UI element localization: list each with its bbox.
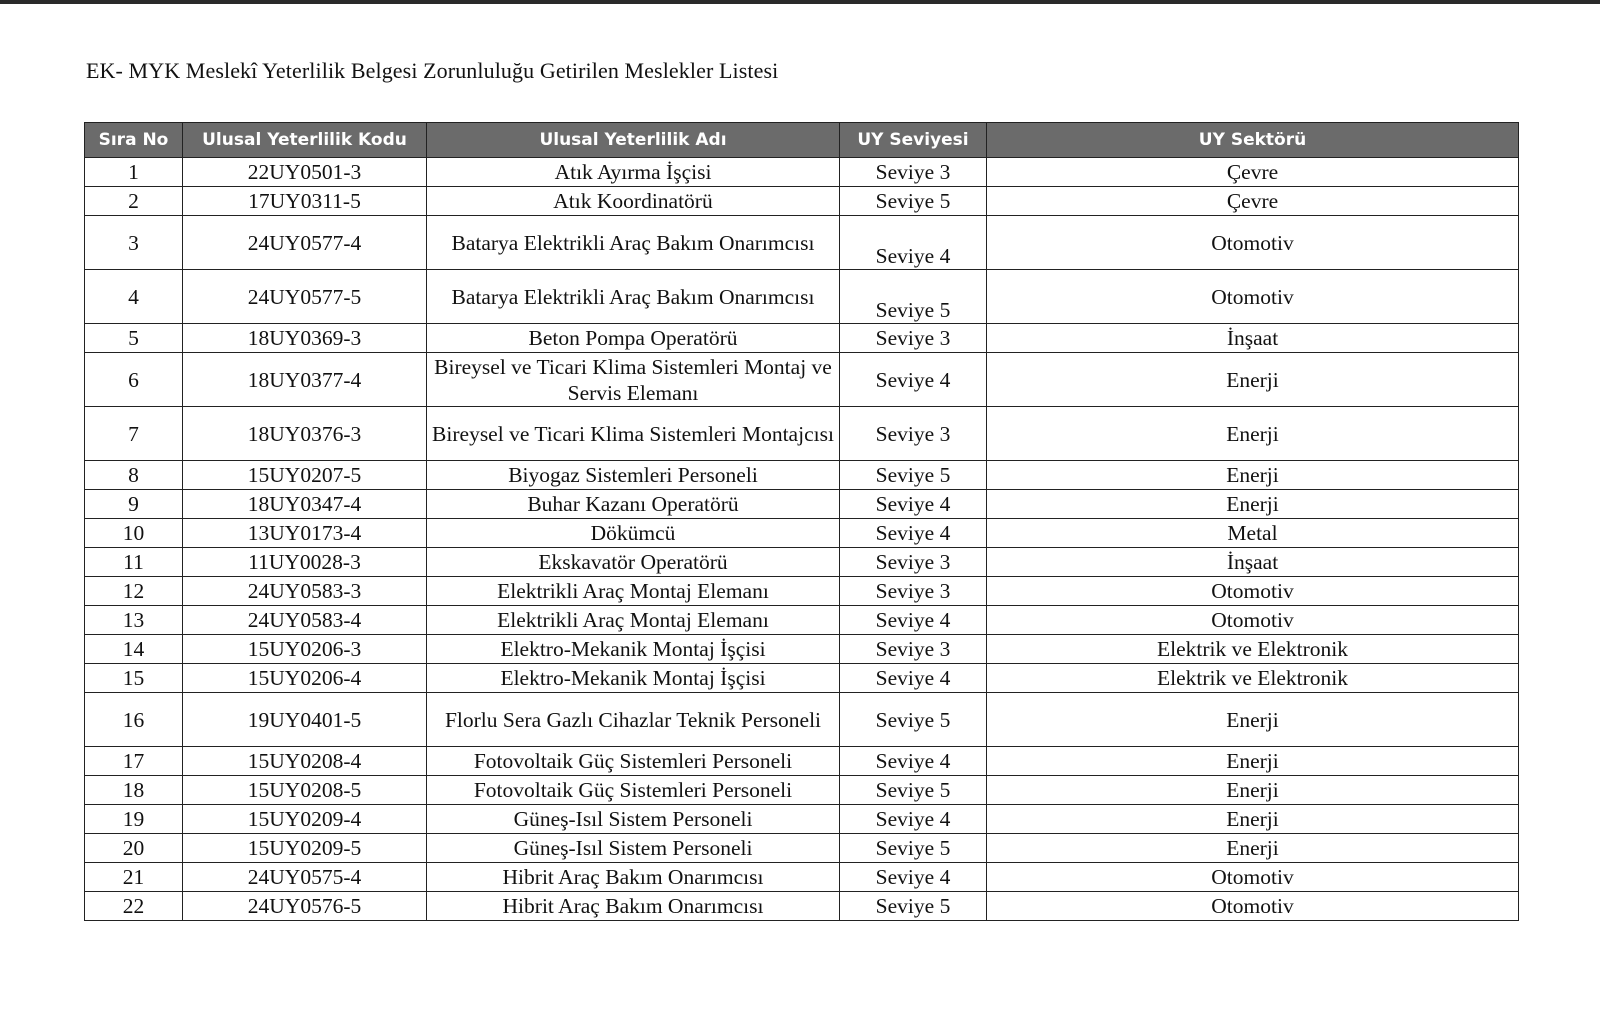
table-row <box>85 407 1519 461</box>
table-row <box>85 353 1519 407</box>
cell-level: Seviye 4 <box>840 606 987 635</box>
cell-name: Buhar Kazanı Operatörü <box>427 490 840 519</box>
cell-level: Seviye 5 <box>840 834 987 863</box>
cell-no: 7 <box>85 407 183 461</box>
cell-code: 17UY0311-5 <box>183 187 427 216</box>
table-row <box>85 461 1519 490</box>
table-header-row <box>85 123 1519 158</box>
cell-sector: Enerji <box>987 747 1519 776</box>
cell-level: Seviye 3 <box>840 577 987 606</box>
cell-name: Fotovoltaik Güç Sistemleri Personeli <box>427 747 840 776</box>
cell-no: 1 <box>85 158 183 187</box>
cell-name: Elektro-Mekanik Montaj İşçisi <box>427 664 840 693</box>
cell-sector: İnşaat <box>987 324 1519 353</box>
cell-level: Seviye 4 <box>840 490 987 519</box>
cell-level: Seviye 3 <box>840 407 987 461</box>
cell-level: Seviye 3 <box>840 548 987 577</box>
cell-sector: Elektrik ve Elektronik <box>987 664 1519 693</box>
cell-no: 5 <box>85 324 183 353</box>
cell-sector: Çevre <box>987 158 1519 187</box>
cell-sector: Enerji <box>987 834 1519 863</box>
cell-code: 19UY0401-5 <box>183 693 427 747</box>
cell-no: 16 <box>85 693 183 747</box>
cell-level: Seviye 4 <box>840 353 987 407</box>
cell-no: 10 <box>85 519 183 548</box>
cell-name: Hibrit Araç Bakım Onarımcısı <box>427 863 840 892</box>
cell-name: Biyogaz Sistemleri Personeli <box>427 461 840 490</box>
cell-name: Batarya Elektrikli Araç Bakım Onarımcısı <box>427 216 840 270</box>
cell-no: 4 <box>85 270 183 324</box>
cell-name: Hibrit Araç Bakım Onarımcısı <box>427 892 840 921</box>
cell-code: 18UY0376-3 <box>183 407 427 461</box>
cell-code: 18UY0377-4 <box>183 353 427 407</box>
cell-name: Elektro-Mekanik Montaj İşçisi <box>427 635 840 664</box>
cell-level: Seviye 3 <box>840 324 987 353</box>
cell-level: Seviye 5 <box>840 776 987 805</box>
cell-sector: Otomotiv <box>987 606 1519 635</box>
cell-code: 15UY0208-4 <box>183 747 427 776</box>
table-row <box>85 158 1519 187</box>
table-row <box>85 693 1519 747</box>
cell-code: 24UY0577-4 <box>183 216 427 270</box>
cell-level: Seviye 3 <box>840 635 987 664</box>
cell-name: Fotovoltaik Güç Sistemleri Personeli <box>427 776 840 805</box>
cell-code: 15UY0209-4 <box>183 805 427 834</box>
cell-code: 18UY0369-3 <box>183 324 427 353</box>
cell-level: Seviye 3 <box>840 158 987 187</box>
table-row <box>85 216 1519 270</box>
cell-no: 8 <box>85 461 183 490</box>
cell-no: 14 <box>85 635 183 664</box>
table-row <box>85 577 1519 606</box>
top-border-line <box>0 0 1600 4</box>
table-row <box>85 490 1519 519</box>
table-row <box>85 324 1519 353</box>
cell-no: 15 <box>85 664 183 693</box>
cell-no: 21 <box>85 863 183 892</box>
cell-level: Seviye 5 <box>840 461 987 490</box>
cell-level: Seviye 4 <box>840 863 987 892</box>
cell-name: Atık Ayırma İşçisi <box>427 158 840 187</box>
table-row <box>85 834 1519 863</box>
table-row <box>85 863 1519 892</box>
cell-code: 11UY0028-3 <box>183 548 427 577</box>
cell-code: 24UY0583-4 <box>183 606 427 635</box>
cell-name: Bireysel ve Ticari Klima Sistemleri Montaj ve Servis Elemanı <box>427 353 840 407</box>
cell-sector: Otomotiv <box>987 270 1519 324</box>
table-row <box>85 548 1519 577</box>
cell-name: Florlu Sera Gazlı Cihazlar Teknik Personeli <box>427 693 840 747</box>
occupations-table-container <box>84 122 1518 921</box>
header-uy-level: UY Seviyesi <box>840 123 987 158</box>
header-qualification-name: Ulusal Yeterlilik Adı <box>427 123 840 158</box>
cell-level: Seviye 5 <box>840 892 987 921</box>
table-row <box>85 664 1519 693</box>
table-row <box>85 635 1519 664</box>
table-row <box>85 805 1519 834</box>
cell-sector: Enerji <box>987 461 1519 490</box>
cell-no: 2 <box>85 187 183 216</box>
cell-sector: İnşaat <box>987 548 1519 577</box>
cell-level: Seviye 4 <box>840 519 987 548</box>
cell-no: 9 <box>85 490 183 519</box>
cell-name: Elektrikli Araç Montaj Elemanı <box>427 577 840 606</box>
occupations-table <box>84 122 1519 921</box>
cell-sector: Enerji <box>987 490 1519 519</box>
cell-sector: Çevre <box>987 187 1519 216</box>
cell-name: Güneş-Isıl Sistem Personeli <box>427 805 840 834</box>
cell-code: 15UY0206-3 <box>183 635 427 664</box>
document-title: EK- MYK Meslekî Yeterlilik Belgesi Zorunluluğu Getirilen Meslekler Listesi <box>86 58 779 83</box>
header-uy-sector: UY Sektörü <box>987 123 1519 158</box>
cell-name: Bireysel ve Ticari Klima Sistemleri Montajcısı <box>427 407 840 461</box>
cell-name: Dökümcü <box>427 519 840 548</box>
cell-no: 18 <box>85 776 183 805</box>
cell-no: 3 <box>85 216 183 270</box>
cell-name: Batarya Elektrikli Araç Bakım Onarımcısı <box>427 270 840 324</box>
cell-code: 24UY0575-4 <box>183 863 427 892</box>
table-row <box>85 747 1519 776</box>
cell-no: 11 <box>85 548 183 577</box>
cell-sector: Enerji <box>987 776 1519 805</box>
cell-name: Güneş-Isıl Sistem Personeli <box>427 834 840 863</box>
cell-name: Beton Pompa Operatörü <box>427 324 840 353</box>
cell-level: Seviye 5 <box>840 187 987 216</box>
table-row <box>85 519 1519 548</box>
cell-code: 24UY0577-5 <box>183 270 427 324</box>
cell-code: 15UY0207-5 <box>183 461 427 490</box>
cell-sector: Otomotiv <box>987 216 1519 270</box>
cell-no: 17 <box>85 747 183 776</box>
cell-name: Atık Koordinatörü <box>427 187 840 216</box>
cell-level: Seviye 4 <box>840 664 987 693</box>
table-row <box>85 606 1519 635</box>
table-row <box>85 776 1519 805</box>
cell-sector: Enerji <box>987 693 1519 747</box>
cell-sector: Elektrik ve Elektronik <box>987 635 1519 664</box>
cell-name: Ekskavatör Operatörü <box>427 548 840 577</box>
cell-code: 22UY0501-3 <box>183 158 427 187</box>
table-row <box>85 187 1519 216</box>
header-sira-no: Sıra No <box>85 123 183 158</box>
cell-code: 24UY0576-5 <box>183 892 427 921</box>
cell-level: Seviye 4 <box>840 747 987 776</box>
cell-no: 19 <box>85 805 183 834</box>
cell-code: 15UY0206-4 <box>183 664 427 693</box>
header-qualification-code: Ulusal Yeterlilik Kodu <box>183 123 427 158</box>
cell-sector: Enerji <box>987 805 1519 834</box>
cell-level: Seviye 5 <box>840 270 987 324</box>
cell-no: 12 <box>85 577 183 606</box>
cell-code: 15UY0208-5 <box>183 776 427 805</box>
cell-sector: Enerji <box>987 353 1519 407</box>
cell-sector: Metal <box>987 519 1519 548</box>
cell-sector: Otomotiv <box>987 577 1519 606</box>
cell-level: Seviye 4 <box>840 216 987 270</box>
cell-code: 24UY0583-3 <box>183 577 427 606</box>
cell-no: 13 <box>85 606 183 635</box>
cell-sector: Enerji <box>987 407 1519 461</box>
cell-sector: Otomotiv <box>987 892 1519 921</box>
cell-no: 22 <box>85 892 183 921</box>
cell-name: Elektrikli Araç Montaj Elemanı <box>427 606 840 635</box>
cell-sector: Otomotiv <box>987 863 1519 892</box>
table-row <box>85 892 1519 921</box>
table-row <box>85 270 1519 324</box>
cell-level: Seviye 5 <box>840 693 987 747</box>
cell-code: 13UY0173-4 <box>183 519 427 548</box>
cell-no: 20 <box>85 834 183 863</box>
cell-code: 18UY0347-4 <box>183 490 427 519</box>
cell-code: 15UY0209-5 <box>183 834 427 863</box>
cell-no: 6 <box>85 353 183 407</box>
cell-level: Seviye 4 <box>840 805 987 834</box>
